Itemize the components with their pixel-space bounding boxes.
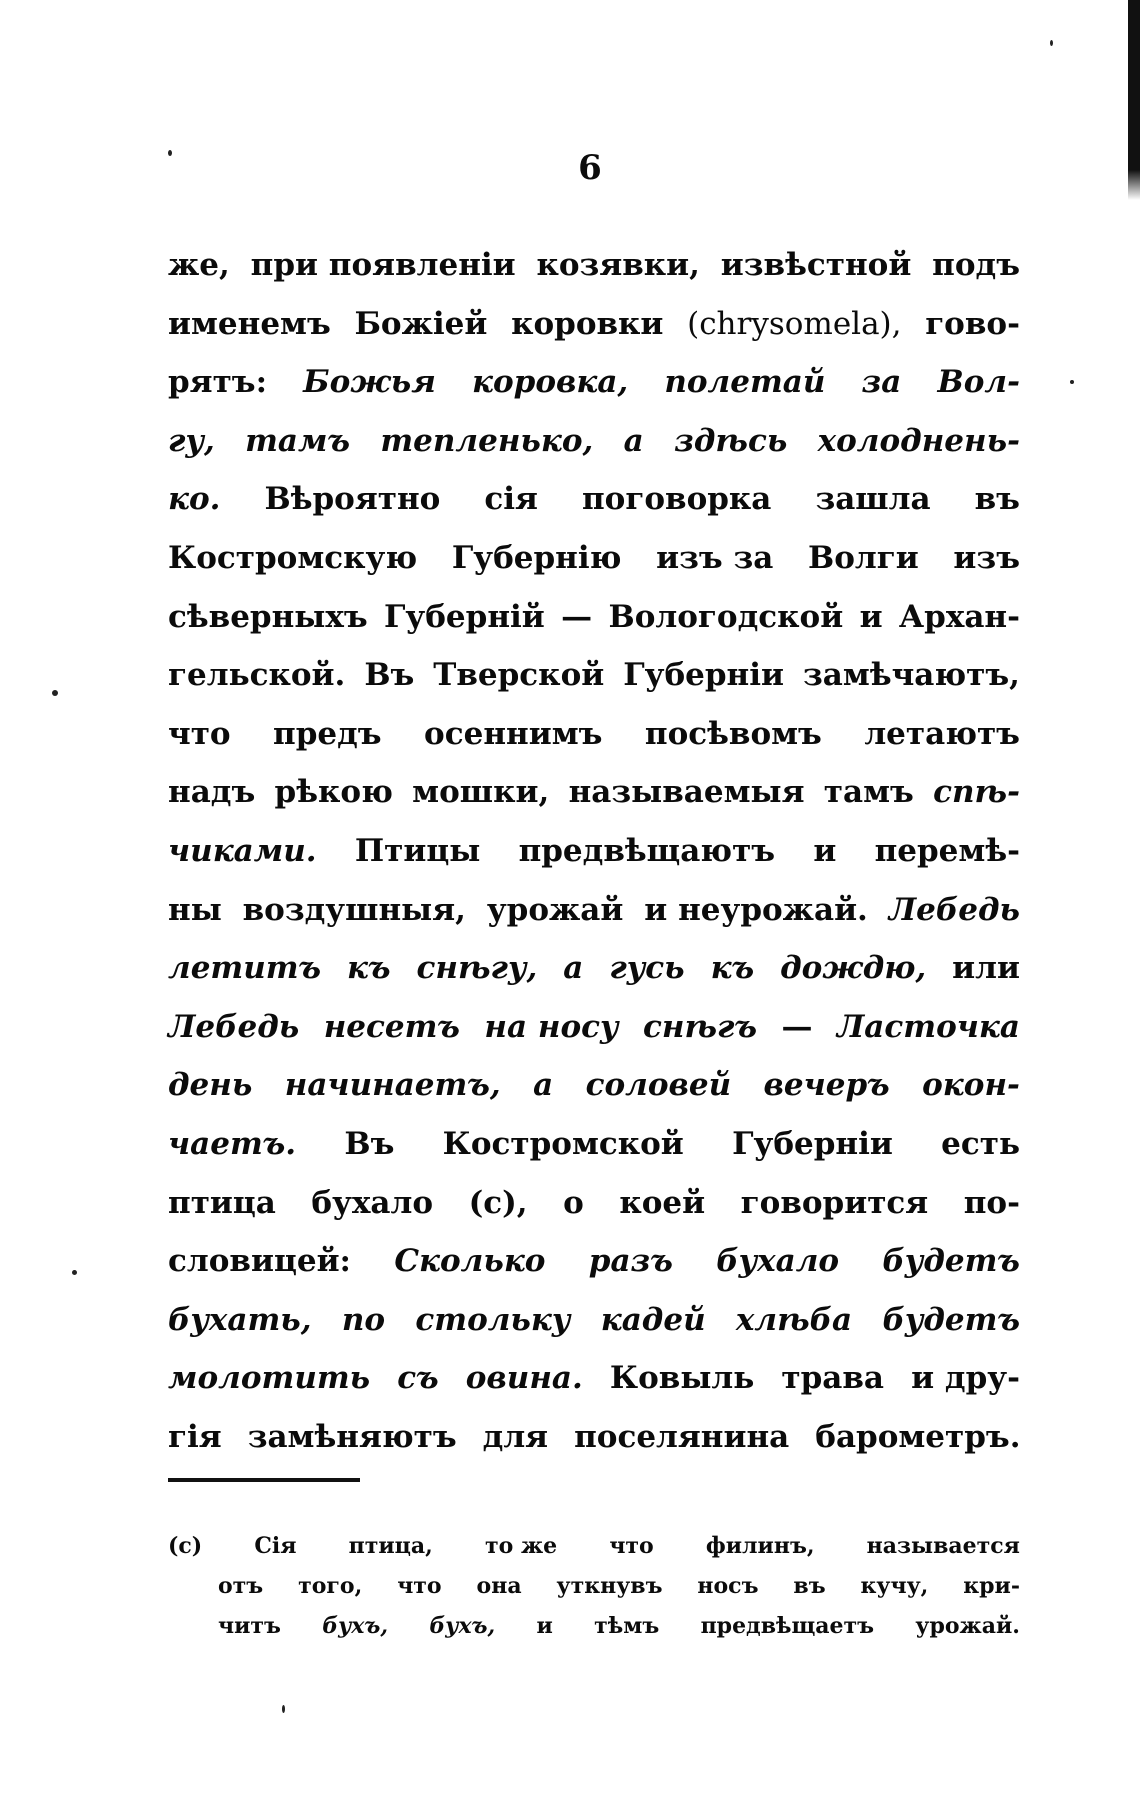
italic-word: будетъ (882, 1243, 1020, 1280)
italic-word: молотить (168, 1360, 371, 1397)
word: она (476, 1573, 522, 1599)
word: что (609, 1533, 654, 1559)
body-line (168, 881, 1020, 940)
italic-word: начинаетъ, (284, 1067, 501, 1104)
italic-word: чиками. (168, 832, 317, 869)
word: или (952, 950, 1020, 987)
word: предвѣщаютъ (518, 832, 776, 869)
word: замѣчаютъ, (803, 657, 1020, 694)
word: и дру- (911, 1360, 1020, 1397)
word: гово- (925, 305, 1020, 342)
word: воздушныя, (242, 891, 466, 928)
word: уткнувъ (556, 1573, 663, 1599)
word: трава (781, 1360, 885, 1397)
word: называется (866, 1533, 1020, 1559)
body-line (168, 412, 1020, 471)
word: ны (168, 891, 222, 928)
word: носъ (697, 1573, 759, 1599)
footnote-line (168, 1606, 1020, 1646)
word: замѣняютъ (247, 1418, 457, 1455)
word: Губерніи (732, 1125, 893, 1162)
word: — (561, 598, 593, 635)
word: — (781, 1008, 813, 1045)
italic-word: Ласточка (836, 1008, 1020, 1045)
italic-word: а (623, 422, 644, 459)
word: предвѣщаетъ (700, 1613, 875, 1639)
word: Въ (364, 657, 415, 694)
word: летаютъ (864, 715, 1020, 752)
italic-word: снѣгу, (416, 950, 538, 987)
word: Волги (808, 539, 919, 576)
footnote-marker: (с) (168, 1533, 203, 1559)
italic-word: здѣсь (674, 422, 788, 459)
word: рѣкою (274, 774, 393, 811)
italic-word: съ (397, 1360, 439, 1397)
word: зашла (815, 481, 931, 518)
word: и (813, 832, 837, 869)
word: Тверской (433, 657, 605, 694)
italic-word: бухъ, (429, 1613, 496, 1639)
italic-word: стольку (415, 1301, 571, 1338)
word: коровки (511, 305, 664, 342)
word: подъ (932, 247, 1020, 283)
body-line (168, 939, 1020, 998)
body-line (168, 1408, 1020, 1467)
italic-word: разъ (588, 1243, 673, 1280)
word: читъ (218, 1613, 281, 1639)
scan-speck (1050, 40, 1053, 46)
body-line (168, 705, 1020, 764)
footnote-line (168, 1566, 1020, 1606)
word: изъ за (656, 539, 774, 576)
italic-word: къ (347, 950, 391, 987)
page-number: 6 (578, 148, 602, 188)
word: для (482, 1418, 549, 1455)
word: Вологодской (608, 598, 844, 635)
body-line (168, 1349, 1020, 1408)
word: урожай. (915, 1613, 1020, 1639)
word: въ (793, 1573, 826, 1599)
scan-speck (52, 690, 58, 696)
word: Вѣроятно (264, 481, 441, 518)
word: надъ (168, 774, 256, 811)
word: отъ (218, 1573, 264, 1599)
body-line (168, 470, 1020, 529)
word: филинъ, (705, 1533, 815, 1559)
body-line (168, 763, 1020, 822)
body-line (168, 1174, 1020, 1233)
italic-word: снѣгъ (643, 1008, 758, 1045)
italic-word: на носу (484, 1008, 619, 1045)
scan-speck (282, 1705, 285, 1713)
word: же, (168, 247, 230, 283)
body-line (168, 236, 1020, 295)
word: Сія (254, 1533, 297, 1559)
scan-speck (168, 150, 172, 156)
word: козявки, (536, 247, 700, 283)
word: коей (619, 1184, 706, 1221)
italic-word: день (168, 1067, 253, 1104)
word: мошки, (412, 774, 550, 811)
word: Костромскую (168, 539, 418, 576)
word: поговорка (581, 481, 772, 518)
word: птица, (348, 1533, 433, 1559)
word: что (168, 715, 231, 752)
word: то же (484, 1533, 558, 1559)
italic-word: бухало (716, 1243, 840, 1280)
word: Въ (344, 1125, 395, 1162)
word: есть (941, 1125, 1020, 1162)
italic-word: а (563, 950, 584, 987)
word: Губерніи (623, 657, 785, 694)
italic-word: соловей (585, 1067, 732, 1104)
word: говорится (740, 1184, 929, 1221)
latin-term: (chrysomela), (687, 305, 902, 342)
word: тамъ (823, 774, 914, 811)
word: поселянина (574, 1418, 790, 1455)
scan-speck (1070, 380, 1074, 384)
footnote (168, 1526, 1020, 1646)
body-line (168, 998, 1020, 1057)
italic-word: овина. (465, 1360, 583, 1397)
italic-word: хлѣба (735, 1301, 853, 1338)
italic-word: гусь (609, 950, 685, 987)
italic-word: гу, (168, 422, 215, 459)
italic-word: за (861, 364, 902, 401)
italic-word: холоднень- (817, 422, 1020, 459)
word: кри- (963, 1573, 1020, 1599)
word: и (536, 1613, 553, 1639)
word: птица (168, 1184, 276, 1221)
word: о (563, 1184, 584, 1221)
word: называемыя (568, 774, 805, 811)
body-line (168, 1291, 1020, 1350)
italic-word: кадей (600, 1301, 706, 1338)
italic-word: къ (710, 950, 755, 987)
word: Птицы (354, 832, 481, 869)
word: осеннимъ (424, 715, 603, 752)
italic-word: несетъ (323, 1008, 460, 1045)
body-line (168, 529, 1020, 588)
body-line (168, 1056, 1020, 1115)
italic-word: тамъ (245, 422, 351, 459)
word: кучу, (860, 1573, 929, 1599)
italic-word: летитъ (168, 950, 322, 987)
italic-word: спѣ- (933, 774, 1020, 811)
italic-word: полетай (664, 364, 826, 401)
word: бухало (311, 1184, 434, 1221)
word: перемѣ- (874, 832, 1020, 869)
word: предъ (273, 715, 382, 752)
italic-word: окон- (922, 1067, 1020, 1104)
word: сѣверныхъ (168, 598, 368, 635)
italic-word: ко. (168, 481, 221, 518)
body-line (168, 1232, 1020, 1291)
word: посѣвомъ (644, 715, 822, 752)
word: Костромской (442, 1125, 684, 1162)
word: Губернію (451, 539, 622, 576)
body-line (168, 295, 1020, 354)
word: Губерній (384, 598, 545, 635)
word: Ковыль (609, 1360, 755, 1397)
footnote-ref: (с), (468, 1184, 528, 1221)
body-line (168, 646, 1020, 705)
word: барометръ. (815, 1418, 1021, 1455)
word: урожай (486, 891, 624, 928)
footnote-rule (168, 1478, 360, 1482)
body-text (168, 236, 1020, 1466)
body-line (168, 1115, 1020, 1174)
word: въ (974, 481, 1020, 518)
word: того, (298, 1573, 363, 1599)
italic-word: бухъ, (322, 1613, 389, 1639)
word: Божіей (354, 305, 488, 342)
italic-word: по (341, 1301, 386, 1338)
word: и (859, 598, 883, 635)
italic-word: Лебедь (888, 891, 1020, 928)
word: именемъ (168, 305, 331, 342)
italic-word: Божья (303, 364, 436, 401)
word: сія (484, 481, 538, 518)
body-line (168, 353, 1020, 412)
word: и неурожай. (644, 891, 868, 928)
word: Архан- (898, 598, 1020, 635)
word: извѣстной (720, 247, 912, 283)
word: что (397, 1573, 442, 1599)
body-line (168, 588, 1020, 647)
word: рятъ: (168, 364, 268, 401)
word: гельской. (168, 657, 346, 694)
italic-word: дождю, (780, 950, 927, 987)
italic-word: Вол- (937, 364, 1020, 401)
word: по- (963, 1184, 1020, 1221)
italic-word: бухать, (168, 1301, 312, 1338)
body-line (168, 822, 1020, 881)
word: изъ (953, 539, 1020, 576)
italic-word: коровка, (472, 364, 629, 401)
word: при появленіи (250, 247, 516, 283)
word: словицей: (168, 1243, 352, 1280)
footnote-line (168, 1526, 1020, 1566)
word: тѣмъ (594, 1613, 660, 1639)
italic-word: будетъ (882, 1301, 1020, 1338)
italic-word: тепленько, (380, 422, 594, 459)
italic-word: чаетъ. (168, 1125, 297, 1162)
italic-word: вечеръ (763, 1067, 890, 1104)
scan-speck (72, 1270, 77, 1275)
italic-word: Сколько (394, 1243, 546, 1280)
italic-word: Лебедь (168, 1008, 300, 1045)
word: гія (168, 1418, 222, 1455)
italic-word: а (533, 1067, 554, 1104)
